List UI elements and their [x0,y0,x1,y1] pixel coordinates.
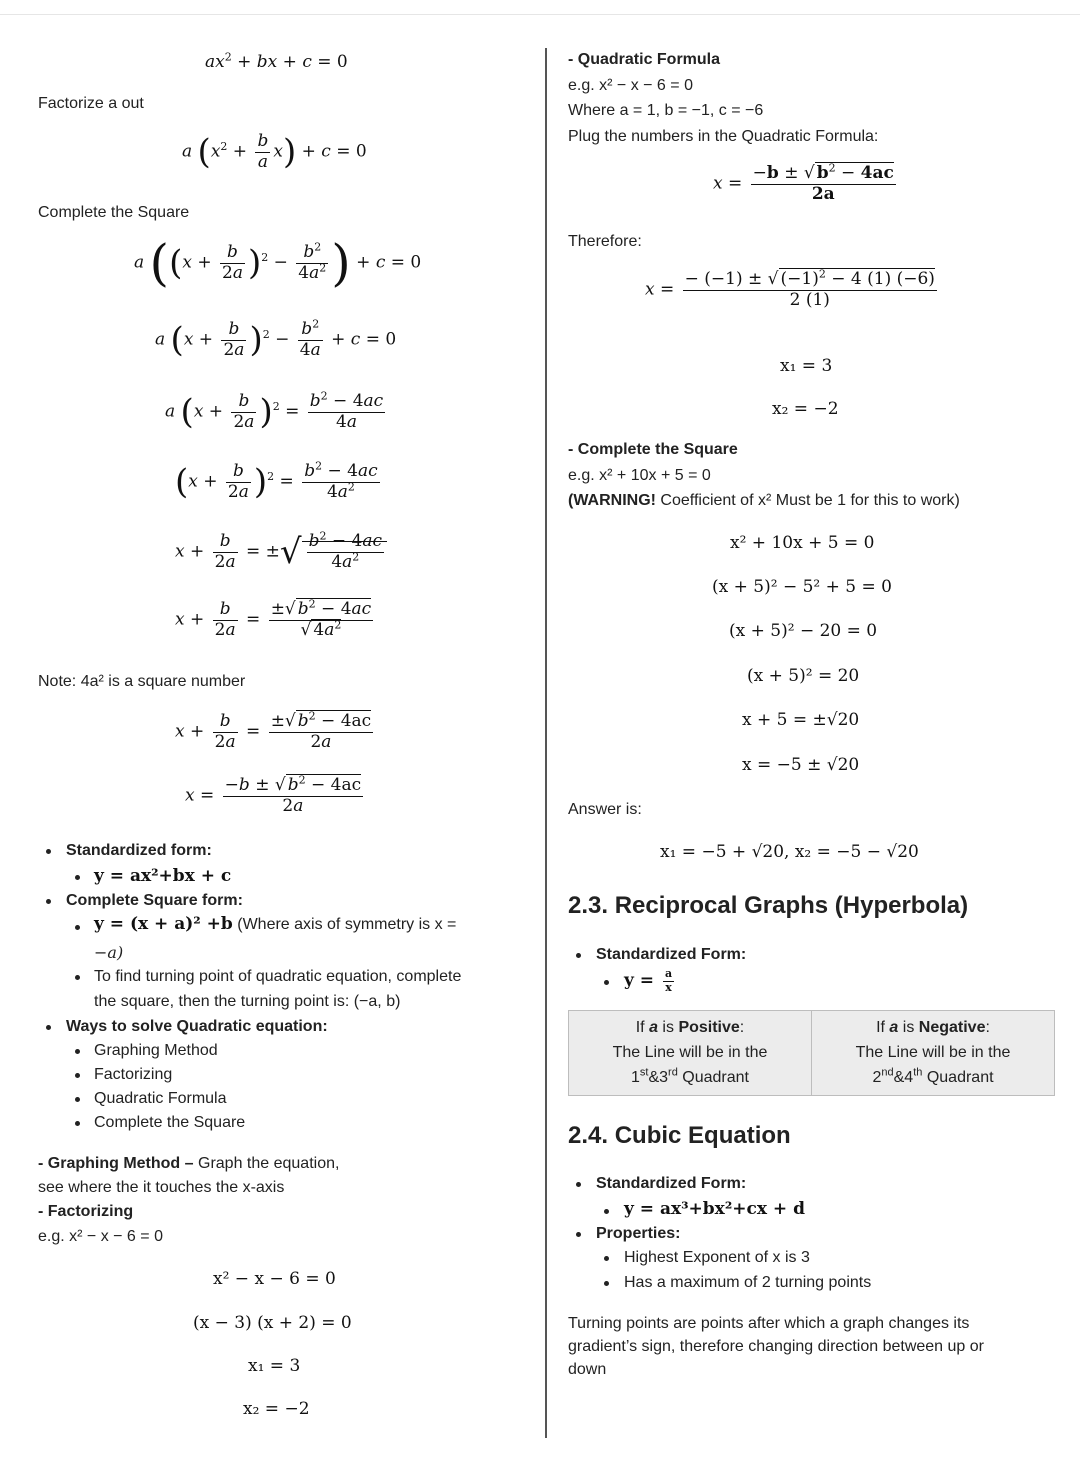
eq-complete-square-6: x + $\frac{b}{2a}$ = $\frac{\pm√ b^2 - 4ac}{√ 4a^2}$ [175,597,372,640]
negative-a-condition: If a is Negative: [876,1019,990,1036]
eq-complete-square-3: a (x + $\frac{b}{2a}$ )$^2$ = $\frac{b^2 - 4ac}{4a}$ [165,389,384,433]
turning-point-text-1: To find turning point of quadratic equation, complete [94,968,462,985]
bullet-dot [604,1209,609,1214]
answer-equation: x₁ = −5 + √20, x₂ = −5 − √20 [660,842,919,862]
cs-eq-6: x = −5 ± √20 [742,755,860,775]
eq-complete-square-7: x + $\frac{b}{2a}$ = $\frac{\pm√ b^2 - 4ac}{2a}$ [175,709,372,752]
bullet-dot [604,1281,609,1286]
cs-warning [568,491,960,510]
property-item: Has a maximum of 2 turning points [624,1274,872,1291]
negative-a-cell [812,1011,1055,1096]
fact-eq-1: x² − x − 6 = 0 [213,1269,336,1289]
bullet-dot [75,1121,80,1126]
ways-to-solve-label: Ways to solve Quadratic equation: [66,1018,328,1035]
bullet-dot [46,849,51,854]
bullet-dot [75,1097,80,1102]
negative-a-line: The Line will be in the [855,1043,1011,1061]
cubic-standardized-label: Standardized Form: [596,1175,747,1192]
graphing-method-line [38,1154,339,1173]
complete-square-form-label: Complete Square form: [66,892,243,909]
eq-complete-square-5: x + $\frac{b}{2a}$ = ±√ $\frac{b^2 - 4ac}{4a^2}$ [175,532,387,572]
bullet-dot [75,925,80,930]
standard-equation: y = ax²+bx + c [94,866,232,886]
cs-warning-bold: (WARNING! [568,492,656,509]
bullet-dot [604,1256,609,1261]
method-item: Complete the Square [94,1114,246,1131]
eq-factorized: a ($x^2$ + $\frac{b}{a}$ x) + c = 0 [182,131,367,173]
property-item: Highest Exponent of x is 3 [624,1249,810,1266]
csf-note-continued: −a) [94,943,124,962]
qf-x2: x₂ = −2 [772,399,839,419]
eq-quadratic-formula: x = $\frac{-b \pm √ b^2 - 4ac}{2a}$ [185,773,362,816]
cs-eq-4: (x + 5)² = 20 [747,666,860,686]
turning-point-text-2: the square, then the turning point is: (−a, b) [94,993,401,1010]
method-item: Graphing Method [94,1042,218,1059]
complete-square-label: Complete the Square [38,204,190,221]
positive-a-line: The Line will be in the [612,1043,768,1061]
cs-eq-2: (x + 5)² − 5² + 5 = 0 [712,577,892,597]
eq-general-form: $ax^2$ + bx + c = 0 [205,50,348,72]
qf-x1: x₁ = 3 [780,356,833,376]
cs-title: - Complete the Square [568,441,738,458]
bullet-dot [576,1232,581,1237]
bullet-dot [75,875,80,880]
cs-eq-5: x + 5 = ±√20 [742,710,860,730]
fact-eq-3: x₁ = 3 [248,1356,301,1376]
positive-a-cell [569,1011,812,1096]
fact-eq-2: (x − 3) (x + 2) = 0 [193,1313,352,1333]
bullet-dot [576,1182,581,1187]
turning-points-paragraph-3: down [568,1361,607,1378]
column-divider [545,48,547,1438]
factorizing-title: - Factorizing [38,1203,134,1220]
cs-warning-text: Coefficient of x² Must be 1 for this to work) [655,492,960,509]
qf-example: e.g. x² − x − 6 = 0 [568,77,693,94]
bullet-dot [576,953,581,958]
eq-complete-square-2: a (x + $\frac{b}{2a}$ )$^2$ − $\frac{b^2}{4a}$ + c = 0 [155,317,397,361]
hyperbola-quadrant-table [568,1010,1055,1096]
positive-a-condition: If a is Positive: [635,1019,745,1036]
reciprocal-equation: y = $\frac{a}{x}$ [624,967,673,994]
bullet-dot [46,899,51,904]
complete-square-form-line [94,914,456,934]
csf-equation: y = (x + a)² +b [94,914,233,934]
method-item: Factorizing [94,1066,173,1083]
standardized-form-label: Standardized form: [66,842,212,859]
factorize-label: Factorize a out [38,95,144,112]
csf-note: (Where axis of symmetry is x = [237,916,457,933]
eq-complete-square-1: a ((x + $\frac{b}{2a}$ )$^2$ − $\frac{b^2}{4a^2}$ ) + c = 0 [134,234,422,292]
negative-a-quadrant: 2nd&4th Quadrant [872,1066,994,1086]
cubic-heading: 2.4. Cubic Equation [568,1122,791,1149]
eq-complete-square-4: (x + $\frac{b}{2a}$ )$^2$ = $\frac{b^2 - 4ac}{4a^2}$ [175,459,378,503]
fact-eq-4: x₂ = −2 [243,1399,310,1419]
therefore-label: Therefore: [568,233,642,250]
turning-points-paragraph-1: Turning points are points after which a graph changes its [568,1315,970,1332]
graphing-method-text-2: see where the it touches the x-axis [38,1179,285,1196]
qf-plug: Plug the numbers in the Quadratic Formula: [568,128,879,145]
top-rule [0,14,1080,15]
qf-substituted: x = $\frac{- (-1) \pm √ (-1)^2 - 4 (1) (-6)}{2 (1)}$ [645,267,935,310]
answer-label: Answer is: [568,801,642,818]
cs-example: e.g. x² + 10x + 5 = 0 [568,467,711,484]
reciprocal-heading: 2.3. Reciprocal Graphs (Hyperbola) [568,892,969,919]
cs-eq-1: x² + 10x + 5 = 0 [730,533,875,553]
note-label: Note: 4a² is a square number [38,673,246,690]
cubic-equation: y = ax³+bx²+cx + d [624,1199,805,1219]
bullet-dot [75,1073,80,1078]
turning-points-paragraph-2: gradient’s sign, therefore changing direction between up or [568,1338,984,1355]
bullet-dot [75,975,80,980]
method-item: Quadratic Formula [94,1090,227,1107]
graphing-method-title: - Graphing Method – [38,1155,194,1172]
graphing-method-text: Graph the equation, [193,1155,340,1172]
positive-a-quadrant: 1st&3rd Quadrant [631,1066,749,1086]
qf-where: Where a = 1, b = −1, c = −6 [568,102,764,119]
qf-formula: x = $\frac{-b \pm √ b^2 - 4ac}{2a}$ [713,161,894,204]
bullet-dot [75,1049,80,1054]
bullet-dot [604,980,609,985]
factorizing-example: e.g. x² − x − 6 = 0 [38,1228,163,1245]
properties-label: Properties: [596,1225,681,1242]
reciprocal-standardized-label: Standardized Form: [596,946,747,963]
qf-title: - Quadratic Formula [568,51,721,68]
bullet-dot [46,1025,51,1030]
cs-eq-3: (x + 5)² − 20 = 0 [729,621,878,641]
